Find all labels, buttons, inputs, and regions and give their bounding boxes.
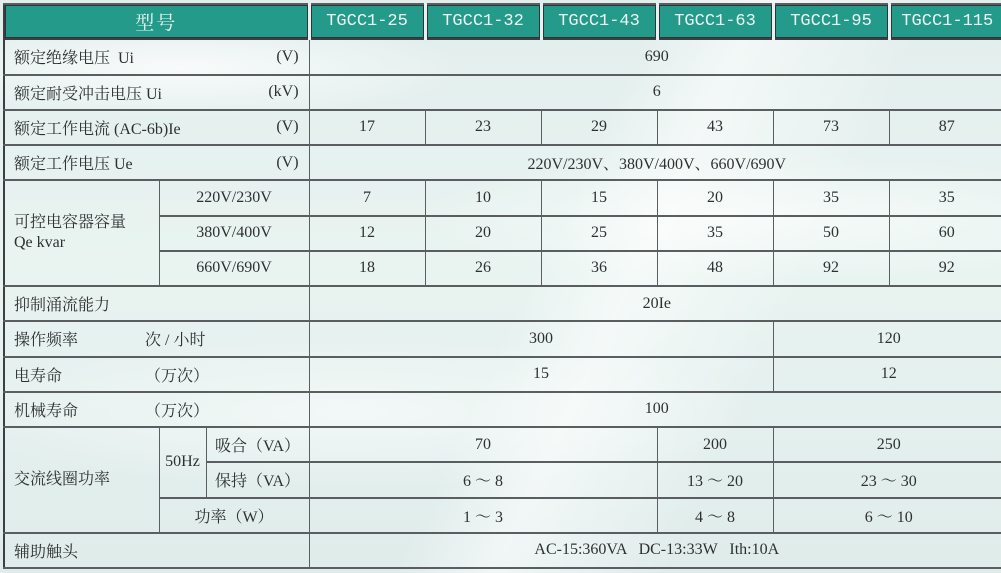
value-cell: 36	[541, 251, 657, 286]
label-cell	[4, 39, 309, 74]
value-cell: 6 ～ 10	[773, 498, 1001, 533]
value-cell: 20	[425, 216, 541, 251]
label-cell	[4, 286, 309, 321]
row-capacitor-220v	[4, 180, 1001, 215]
row-label: 机械寿命	[14, 402, 79, 420]
value-cell: 48	[657, 251, 773, 286]
label-cell	[4, 321, 309, 356]
unit-label: (V)	[276, 47, 299, 65]
value-cell: 120	[773, 321, 1001, 356]
value-cell: 35	[657, 216, 773, 251]
model-header-tgcc1-32: TGCC1-32	[425, 4, 541, 39]
row-aux-contact	[4, 533, 1001, 568]
value-cell: 15	[309, 357, 773, 392]
spec-table	[3, 3, 1001, 569]
value-cell: 300	[309, 321, 773, 356]
value-cell: 6 ～ 8	[309, 462, 657, 497]
value-cell: 29	[541, 110, 657, 145]
value-cell: 10	[425, 180, 541, 215]
value-cell: 23 ～ 30	[773, 462, 1001, 497]
value-cell: 7	[309, 180, 425, 215]
value-cell: 220V/230V、380V/400V、660V/690V	[309, 145, 1001, 180]
value-cell: 690	[309, 39, 1001, 74]
value-cell: 43	[657, 110, 773, 145]
group-label-cell-coil-power	[4, 427, 159, 533]
sub-label-cell: 吸合（VA）	[206, 427, 309, 462]
frequency-cell: 50Hz	[159, 427, 206, 498]
row-mechanical-life	[4, 392, 1001, 427]
value-cell: 25	[541, 216, 657, 251]
value-cell: 87	[889, 110, 1001, 145]
group-label-line1: 可控电容器容量	[14, 214, 127, 232]
unit-label: 次 / 小时	[145, 332, 206, 350]
value-cell: 18	[309, 251, 425, 286]
value-cell: 4 ～ 8	[657, 498, 773, 533]
row-label: 抑制涌流能力	[14, 297, 111, 315]
value-cell: 13 ～ 20	[657, 462, 773, 497]
model-header-tgcc1-63: TGCC1-63	[657, 4, 773, 39]
value-cell: 20	[657, 180, 773, 215]
model-header-tgcc1-25: TGCC1-25	[309, 4, 425, 39]
model-header-tgcc1-95: TGCC1-95	[773, 4, 889, 39]
value-cell: 17	[309, 110, 425, 145]
row-coil-pickup	[4, 427, 1001, 462]
group-label: 交流线圈功率	[14, 470, 111, 488]
row-inrush-capability	[4, 286, 1001, 321]
value-cell: 26	[425, 251, 541, 286]
sub-label-cell: 380V/400V	[159, 216, 309, 251]
sub-label-cell: 220V/230V	[159, 180, 309, 215]
label-cell	[4, 392, 309, 427]
model-column-title: 型号	[4, 4, 309, 39]
value-cell: 250	[773, 427, 1001, 462]
unit-label: (V)	[276, 153, 299, 171]
value-cell: 92	[773, 251, 889, 286]
label-cell	[4, 145, 309, 180]
row-impulse-voltage	[4, 75, 1001, 110]
row-insulation-voltage	[4, 39, 1001, 74]
row-working-voltage	[4, 145, 1001, 180]
row-working-current	[4, 110, 1001, 145]
row-label: 额定工作电流 (AC-6b)Ie	[14, 120, 181, 138]
value-cell: 15	[541, 180, 657, 215]
sub-label-cell: 660V/690V	[159, 251, 309, 286]
row-label: 额定耐受冲击电压 Ui	[14, 85, 163, 103]
value-cell: 73	[773, 110, 889, 145]
group-label-line2: Qe kvar	[14, 234, 66, 252]
value-cell: 50	[773, 216, 889, 251]
unit-label: （万次）	[145, 367, 210, 385]
model-header-tgcc1-115: TGCC1-115	[889, 4, 1001, 39]
value-cell: 100	[309, 392, 1001, 427]
label-cell	[4, 110, 309, 145]
row-label: 额定工作电压 Ue	[14, 156, 133, 174]
value-cell: 20Ie	[309, 286, 1001, 321]
value-cell: 200	[657, 427, 773, 462]
value-cell: 92	[889, 251, 1001, 286]
row-operation-frequency	[4, 321, 1001, 356]
value-cell: 23	[425, 110, 541, 145]
value-cell: 12	[309, 216, 425, 251]
row-label: 操作频率	[14, 332, 79, 350]
row-label: 辅助触头	[14, 543, 79, 561]
value-cell: AC-15:360VA DC-13:33W Ith:10A	[309, 533, 1001, 568]
value-cell: 35	[773, 180, 889, 215]
row-label: 电寿命	[14, 367, 63, 385]
header-row	[4, 4, 1001, 39]
label-cell	[4, 357, 309, 392]
unit-label: (V)	[276, 118, 299, 136]
group-label-cell-capacitor-capacity	[4, 180, 159, 286]
sub-label-cell: 功率（W）	[159, 498, 309, 533]
sub-label-cell: 保持（VA）	[206, 462, 309, 497]
label-cell	[4, 533, 309, 568]
model-header-tgcc1-43: TGCC1-43	[541, 4, 657, 39]
value-cell: 60	[889, 216, 1001, 251]
label-cell	[4, 75, 309, 110]
unit-label: (kV)	[268, 83, 299, 101]
row-electrical-life	[4, 357, 1001, 392]
value-cell: 70	[309, 427, 657, 462]
value-cell: 1 ～ 3	[309, 498, 657, 533]
value-cell: 35	[889, 180, 1001, 215]
value-cell: 6	[309, 75, 1001, 110]
value-cell: 12	[773, 357, 1001, 392]
unit-label: （万次）	[145, 402, 210, 420]
row-label: 额定绝缘电压 Ui	[14, 50, 135, 68]
